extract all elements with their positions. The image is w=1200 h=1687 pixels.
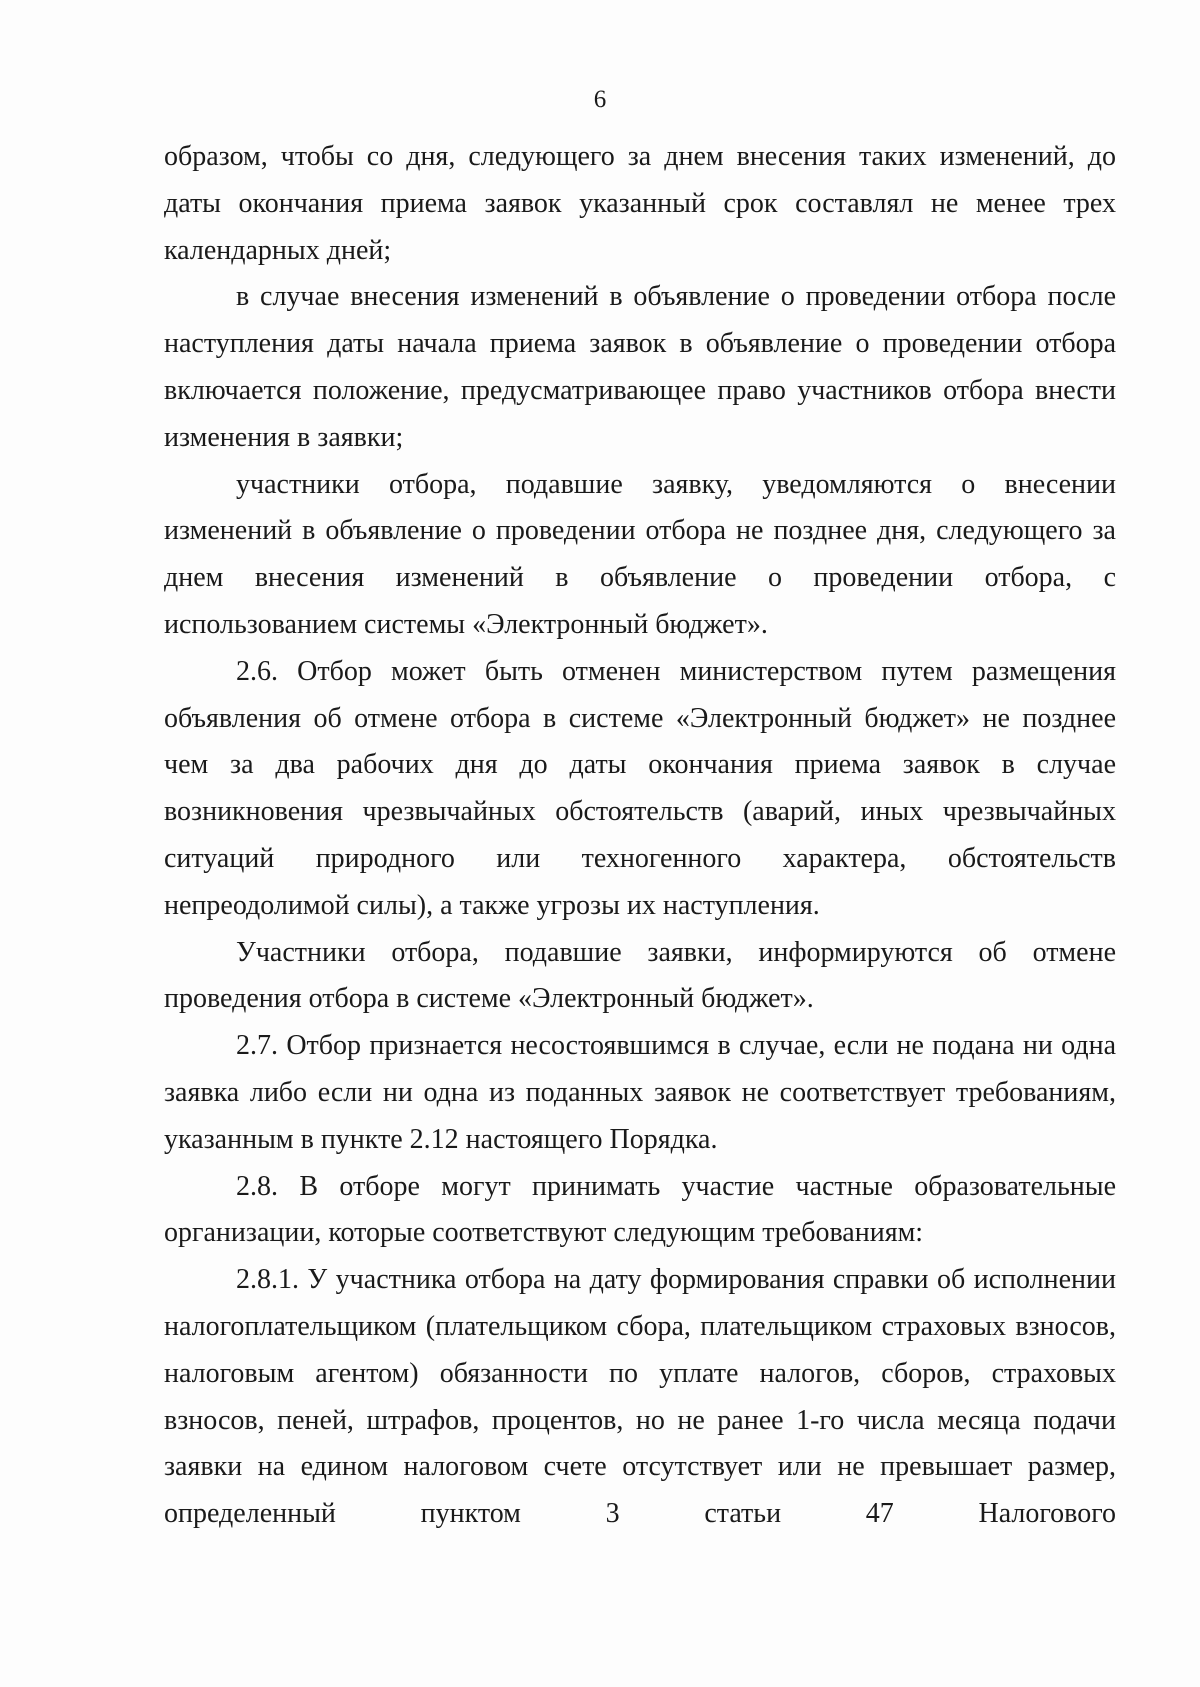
paragraph-participants-notified: участники отбора, подавшие заявку, уведомляются о внесении изменений в объявление о проведении отбора не позднее дня, следующего за днем внесения изменений в объявление о проведении отбора, с использованием системы «Электронный бюджет». [164,468,1116,640]
paragraph-2-8: 2.8. В отборе могут принимать участие частные образовательные организации, которые соответствуют следующим требованиям: [164,1170,1116,1249]
paragraph-changes-after-start: в случае внесения изменений в объявление о проведении отбора после наступления даты начала приема заявок в объявление о проведении отбора включается положение, предусматривающее право участников отбора внести изменения в заявки; [164,281,1116,453]
paragraph-participants-informed: Участники отбора, подавшие заявки, информируются об отмене проведения отбора в системе «Электронный бюджет». [164,936,1116,1015]
paragraph-2-6: 2.6. Отбор может быть отменен министерством путем размещения объявления об отмене отбора в системе «Электронный бюджет» не позднее чем за два рабочих дня до даты окончания приема заявок в случае возникновения чрезвычайных обстоятельств (аварий, иных чрезвычайных ситуаций природного или техногенного характера, обстоятельств непреодолимой силы), а также угрозы их наступления. [164,655,1116,921]
document-body [164,134,1116,1538]
paragraph-2-7: 2.7. Отбор признается несостоявшимся в случае, если не подана ни одна заявка либо если ни одна из поданных заявок не соответствует требованиям, указанным в пункте 2.12 настоящего Порядка. [164,1030,1116,1155]
paragraph-2-8-1: 2.8.1. У участника отбора на дату формирования справки об исполнении налогоплательщиком (плательщиком сбора, плательщиком страховых взносов, налоговым агентом) обязанности по уплате налогов, сборов, страховых взносов, пеней, штрафов, процентов, но не ранее 1-го числа месяца подачи заявки на едином налоговом счете отсутствует или не превышает размер, определенный пунктом 3 статьи 47 Налогового [164,1264,1116,1530]
paragraph-continuation: образом, чтобы со дня, следующего за днем внесения таких изменений, до даты окончания приема заявок указанный срок составлял не менее трех календарных дней; [164,141,1116,266]
page-number: 6 [593,86,607,113]
